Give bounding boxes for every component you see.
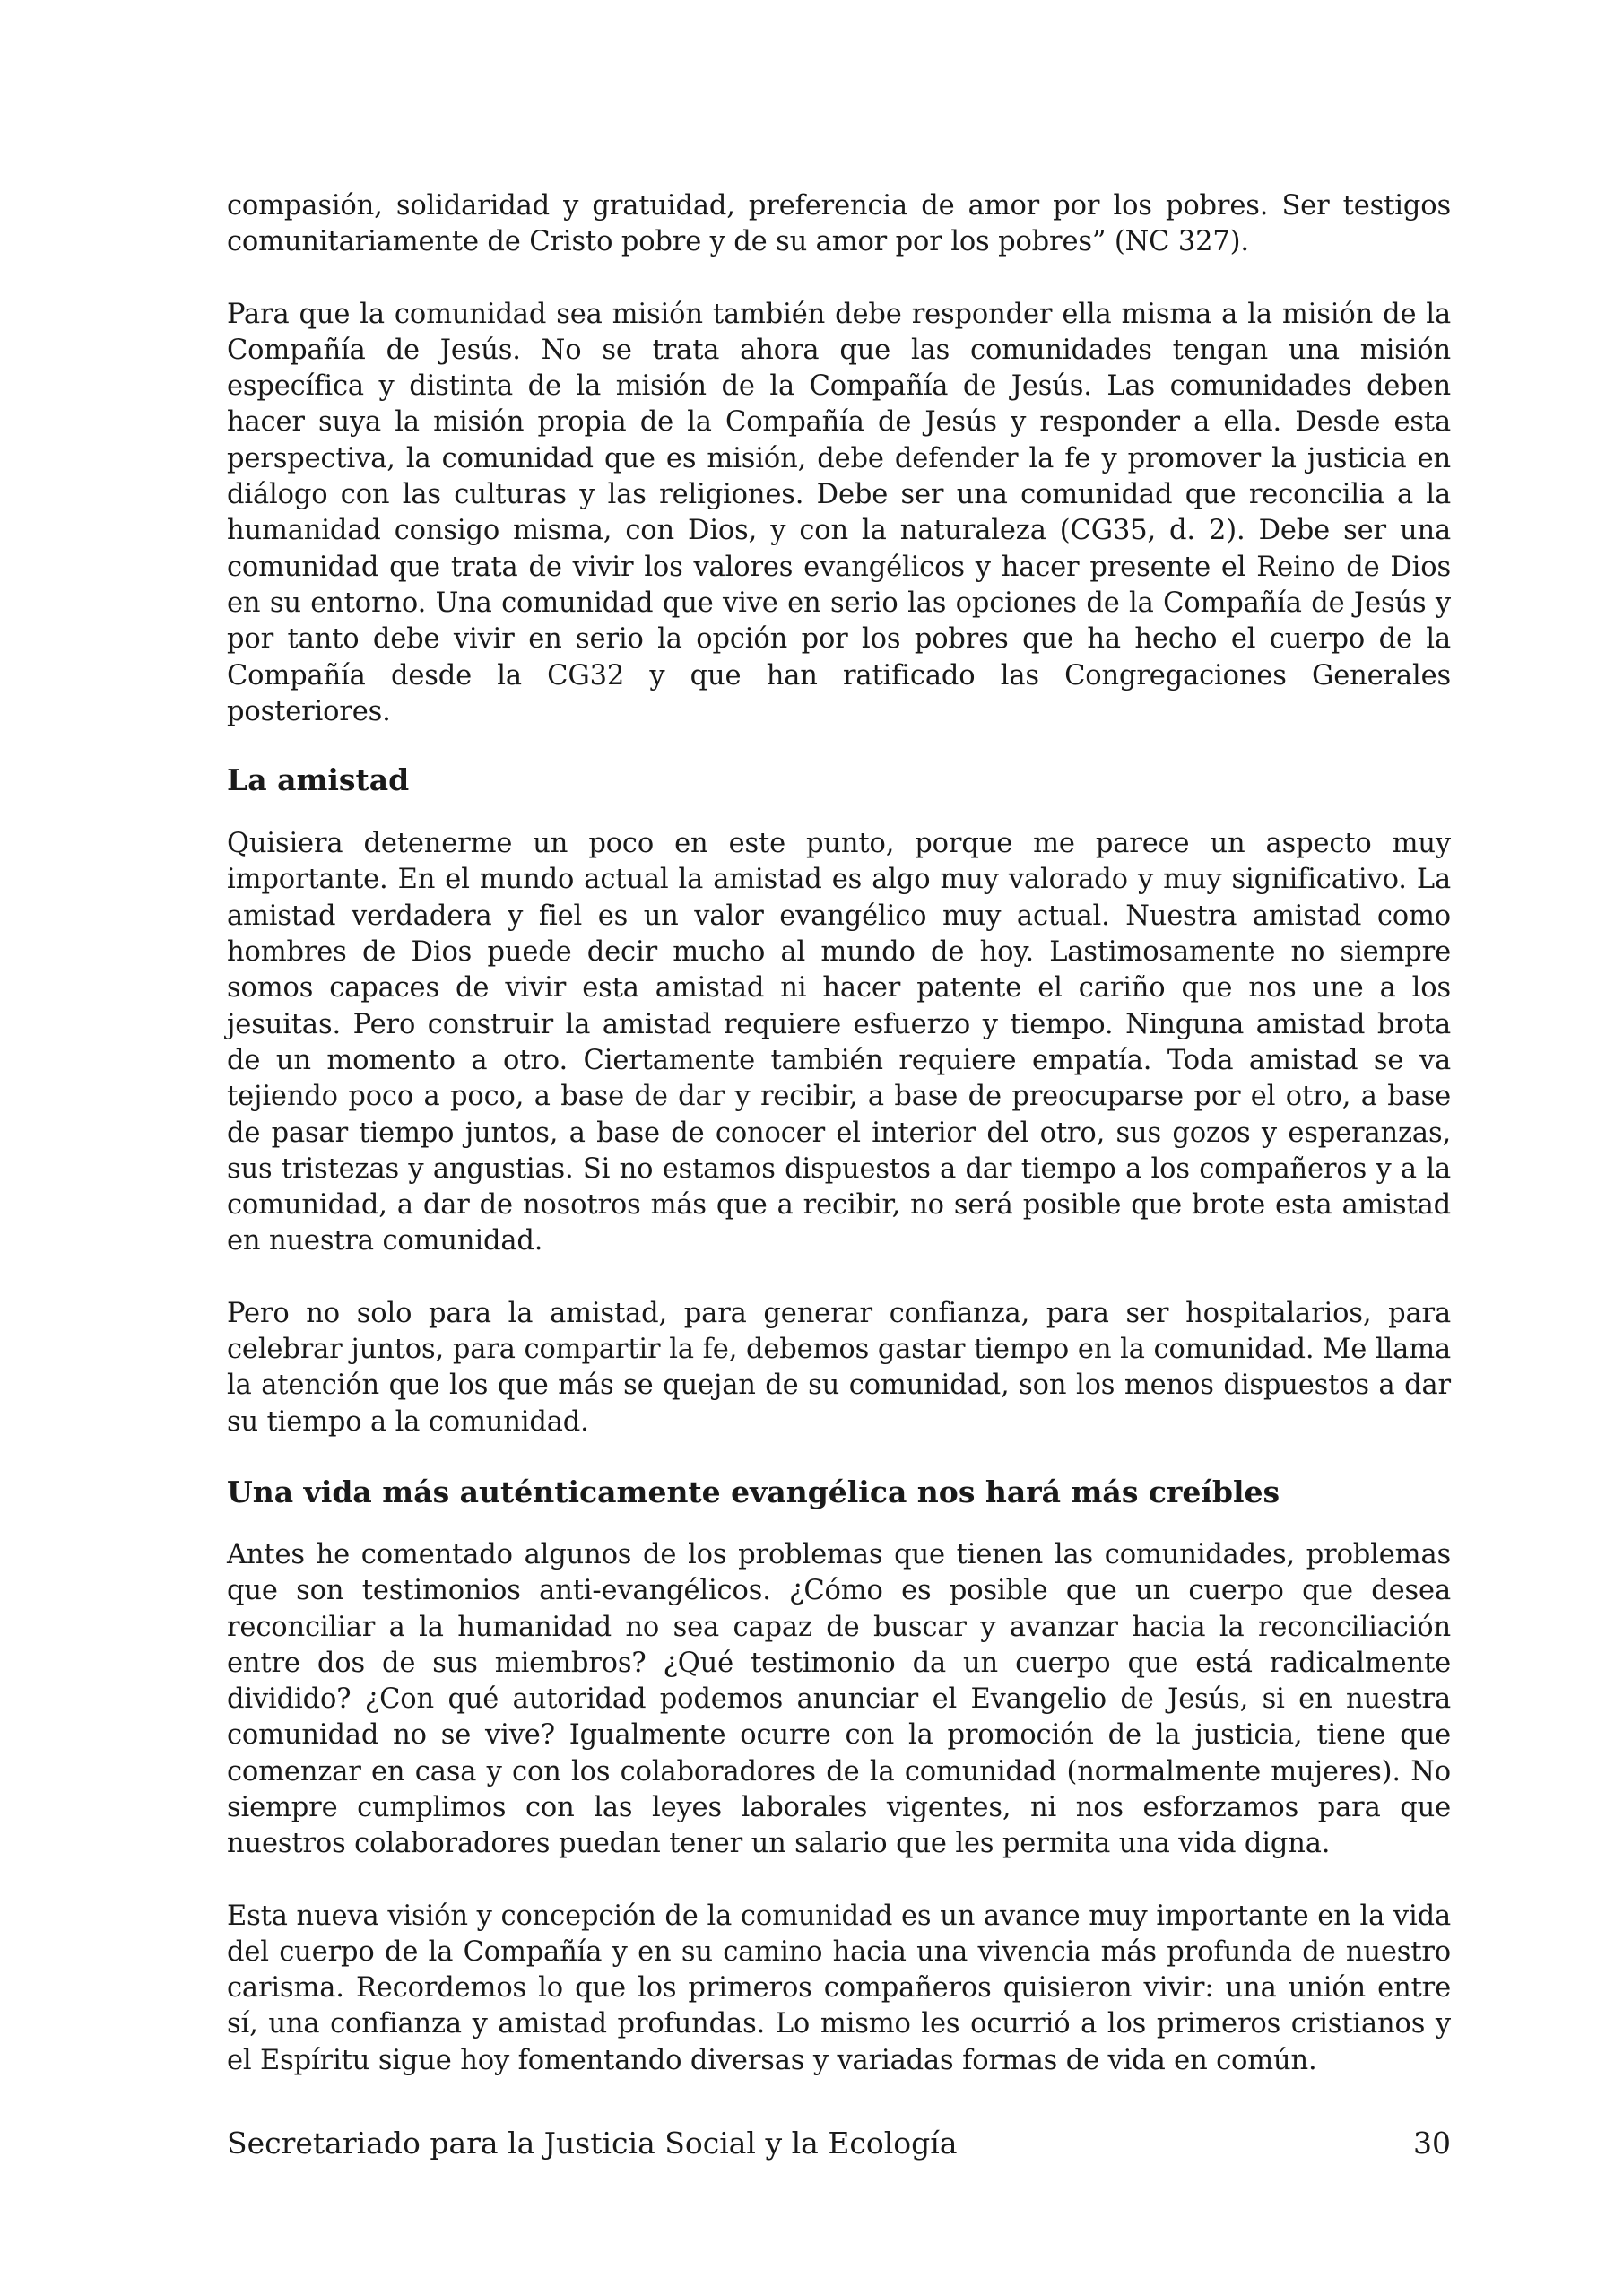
paragraph-compasion: compasión, solidaridad y gratuidad, preferencia de amor por los pobres. Ser testigos comunitariamente de Cristo pobre y de su amor por los pobres” (NC 327). [227,190,1451,258]
paragraph-tiempo-comunidad: Pero no solo para la amistad, para generar confianza, para ser hospitalarios, para celebrar juntos, para compartir la fe, debemos gastar tiempo en la comunidad. Me llama la atención que los que más se quejan de su comunidad, son los menos dispuestos a dar su tiempo a la comunidad. [227,1297,1451,1438]
page-footer [227,2124,1451,2163]
page-number: 30 [1413,2126,1451,2161]
section-heading-amistad: La amistad [227,762,410,798]
paragraph-problemas: Antes he comentado algunos de los problemas que tienen las comunidades, problemas que son testimonios anti-evangélicos. ¿Cómo es posible que un cuerpo que desea reconciliar a la humanidad no sea capaz de buscar y avanzar hacia la reconciliación entre dos de sus miembros? ¿Qué testimonio da un cuerpo que está radicalmente dividido? ¿Con qué autoridad podemos anunciar el Evangelio de Jesús, si en nuestra comunidad no se vive? Igualmente ocurre con la promoción de la justicia, tiene que comenzar en casa y con los colaboradores de la comunidad (normalmente mujeres). No siempre cumplimos con las leyes laborales vigentes, ni nos esforzamos para que nuestros colaboradores puedan tener un salario que les permita una vida digna. [227,1538,1451,1860]
paragraph-comunidad-mision: Para que la comunidad sea misión también debe responder ella misma a la misión de la Compañía de Jesús. No se trata ahora que las comunidades tengan una misión específica y distinta de la misión de la Compañía de Jesús. Las comunidades deben hacer suya la misión propia de la Compañía de Jesús y responder a ella. Desde esta perspectiva, la comunidad que es misión, debe defender la fe y promover la justicia en diálogo con las culturas y las religiones. Debe ser una comunidad que reconcilia a la humanidad consigo misma, con Dios, y con la naturaleza (CG35, d. 2). Debe ser una comunidad que trata de vivir los valores evangélicos y hacer presente el Reino de Dios en su entorno. Una comunidad que vive en serio las opciones de la Compañía de Jesús y por tanto debe vivir en serio la opción por los pobres que ha hecho el cuerpo de la Compañía desde la CG32 y que han ratificado las Congregaciones Generales posteriores. [227,298,1451,727]
section-heading-vida-evangelica: Una vida más auténticamente evangélica nos hará más creíbles [227,1474,1280,1509]
paragraph-nueva-vision: Esta nueva visión y concepción de la comunidad es un avance muy importante en la vida del cuerpo de la Compañía y en su camino hacia una vivencia más profunda de nuestro carisma. Recordemos lo que los primeros compañeros quisieron vivir: una unión entre sí, una confianza y amistad profundas. Lo mismo les ocurrió a los primeros cristianos y el Espíritu sigue hoy fomentando diversas y variadas formas de vida en común. [227,1900,1451,2076]
footer-publisher: Secretariado para la Justicia Social y la Ecología [227,2126,958,2161]
paragraph-amistad: Quisiera detenerme un poco en este punto, porque me parece un aspecto muy importante. En el mundo actual la amistad es algo muy valorado y muy significativo. La amistad verdadera y fiel es un valor evangélico muy actual. Nuestra amistad como hombres de Dios puede decir mucho al mundo de hoy. Lastimosamente no siempre somos capaces de vivir esta amistad ni hacer patente el cariño que nos une a los jesuitas. Pero construir la amistad requiere esfuerzo y tiempo. Ninguna amistad brota de un momento a otro. Ciertamente también requiere empatía. Toda amistad se va tejiendo poco a poco, a base de dar y recibir, a base de preocuparse por el otro, a base de pasar tiempo juntos, a base de conocer el interior del otro, sus gozos y esperanzas, sus tristezas y angustias. Si no estamos dispuestos a dar tiempo a los compañeros y a la comunidad, a dar de nosotros más que a recibir, no será posible que brote esta amistad en nuestra comunidad. [227,828,1451,1257]
document-body [227,188,1451,2079]
